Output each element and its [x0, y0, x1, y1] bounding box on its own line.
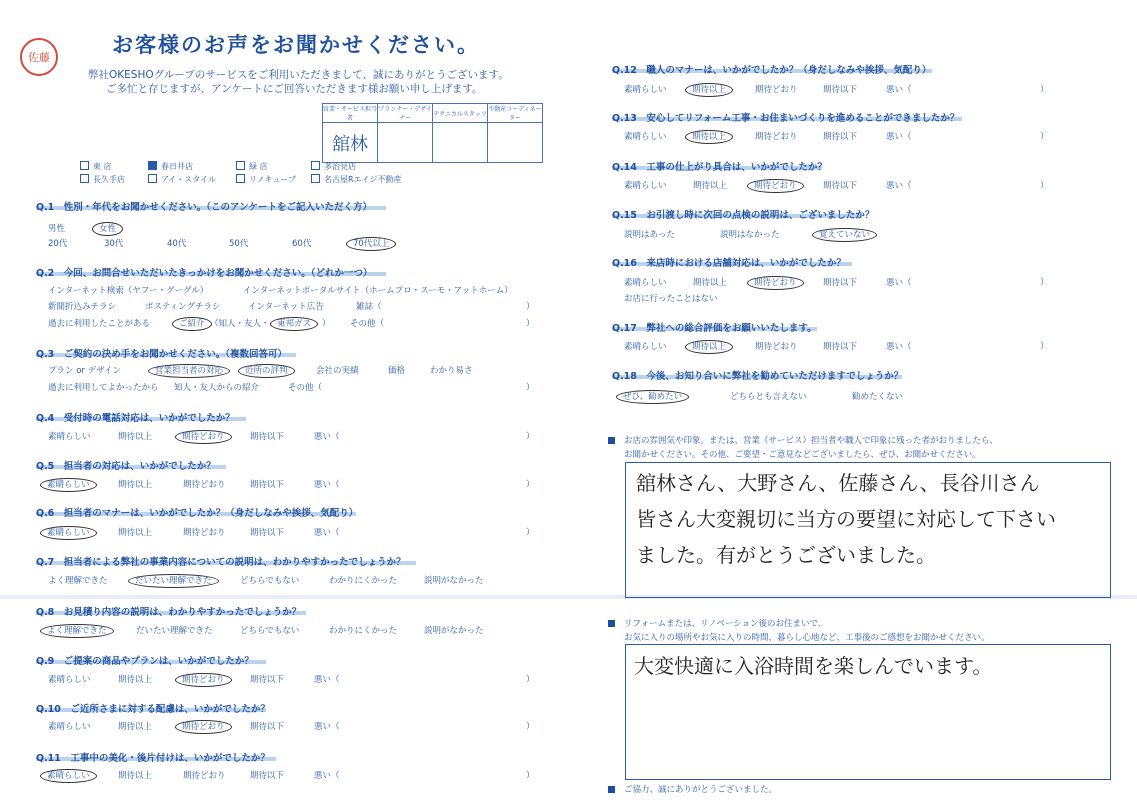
q10-option-as-expected[interactable]: 期待どおり — [183, 720, 224, 732]
q17-option-as-expected[interactable]: 期待どおり — [755, 342, 798, 352]
q10-option-above[interactable]: 期待以上 — [118, 722, 153, 732]
q2-other-close: ） — [526, 319, 535, 329]
q8-option-neutral[interactable]: どちらでもない — [240, 626, 300, 636]
q1-option-female[interactable]: 女性 — [100, 222, 115, 234]
q9-question: Q.9 ご提案の商品やプランは、いかがでしたか？ — [36, 656, 254, 667]
q17-question: Q.17 弊社への総合評価をお願いいたします。 — [612, 323, 817, 334]
q11-option-as-expected[interactable]: 期待どおり — [183, 771, 226, 781]
q8-option-no-explanation[interactable]: 説明がなかった — [424, 626, 484, 636]
q11-option-above[interactable]: 期待以上 — [118, 771, 153, 781]
q1-option-30s[interactable]: 30代 — [104, 239, 124, 249]
store-checkbox-tajimi[interactable]: 多治見店 — [311, 161, 356, 172]
store-checkbox-kasugai[interactable]: 春日井店 — [148, 161, 193, 172]
q3-option-referral[interactable]: 知人・友人からの紹介 — [174, 383, 260, 393]
sales-staff-name[interactable]: 舘林 — [323, 123, 378, 163]
footer-bullet-icon — [608, 786, 615, 793]
staff-col-planner: プランナー・デザイナー — [378, 104, 433, 123]
q8-question: Q.8 お見積り内容の説明は、わかりやすかったでしょうか？ — [36, 607, 302, 618]
staff-col-technical: テクニカルスタッフ — [433, 104, 488, 123]
store-checkbox-higashi[interactable]: 東 店 — [80, 161, 112, 172]
q4-option-above[interactable]: 期待以上 — [118, 432, 153, 442]
q12-option-below[interactable]: 期待以下 — [823, 85, 858, 95]
q13-option-as-expected[interactable]: 期待どおり — [755, 132, 798, 142]
comment1-handwriting-line-1: 舘林さん、大野さん、佐藤さん、長谷川さん — [636, 471, 1040, 495]
q5-bad-close: ） — [526, 480, 535, 490]
q4-option-below[interactable]: 期待以下 — [250, 432, 285, 442]
q9-bad-close: ） — [526, 675, 535, 685]
personal-seal-stamp: 佐藤 — [20, 38, 58, 76]
planner-staff-cell[interactable] — [378, 123, 433, 163]
q8-option-mostly-understood[interactable]: だいたい理解できた — [136, 626, 213, 636]
q3-option-other[interactable]: その他（ — [288, 383, 323, 393]
intro-text-line-1: 弊社OKESHOグループのサービスをご利用いただきまして、誠にありがとうございます。 — [88, 69, 509, 81]
realestate-staff-cell[interactable] — [488, 123, 543, 163]
q16-option-as-expected[interactable]: 期待どおり — [755, 276, 796, 288]
q2-option-other[interactable]: その他（ — [350, 319, 385, 329]
q2-option-newspaper-flyer[interactable]: 新聞折込みチラシ — [48, 302, 117, 312]
q16-option-below[interactable]: 期待以下 — [823, 278, 858, 288]
q6-question: Q.6 担当者のマナーは、いかがでしたか？（身だしなみや挨拶、気配り） — [36, 508, 359, 519]
q10-question: Q.10 ご近所さまに対する配慮は、いかがでしたか？ — [36, 704, 270, 715]
q13-option-below[interactable]: 期待以下 — [823, 132, 858, 142]
q14-option-bad[interactable]: 悪い（ — [886, 181, 912, 191]
q1-option-50s[interactable]: 50代 — [229, 239, 249, 249]
q3-option-track-record[interactable]: 会社の実績 — [316, 366, 359, 376]
q13-option-bad[interactable]: 悪い（ — [886, 132, 912, 142]
q3-option-clarity[interactable]: わかり易さ — [430, 366, 473, 376]
q9-option-above[interactable]: 期待以上 — [118, 675, 153, 685]
q2-magazine-close: ） — [526, 302, 535, 312]
q6-option-excellent[interactable]: 素晴らしい — [48, 526, 89, 538]
q2-referral-toho-gas[interactable]: 東邦ガス — [278, 317, 310, 329]
q12-question: Q.12 職人のマナーは、いかがでしたか？（身だしなみや挨拶、気配り） — [612, 65, 932, 76]
q15-option-explained[interactable]: 説明はあった — [624, 230, 675, 240]
q11-option-below[interactable]: 期待以下 — [250, 771, 285, 781]
q9-option-as-expected[interactable]: 期待どおり — [183, 673, 224, 685]
comment2-bullet-icon — [608, 620, 615, 627]
q10-option-bad[interactable]: 悪い（ — [314, 722, 340, 732]
q14-bad-close: ） — [1040, 181, 1049, 191]
q7-option-mostly-understood[interactable]: だいたい理解できた — [136, 574, 211, 586]
comment2-handwriting-line-1: 大変快適に入浴時間を楽しんでいます。 — [634, 654, 993, 678]
q16-option-above[interactable]: 期待以上 — [693, 278, 728, 288]
q2-option-internet-ad[interactable]: インターネット広告 — [248, 302, 324, 312]
q12-bad-close: ） — [1040, 85, 1049, 95]
q1-option-60s[interactable]: 60代 — [292, 239, 312, 249]
comment2-prompt-line-1: リフォームまたは、リノベーション後のお住まいで、 — [624, 619, 827, 629]
q14-option-excellent[interactable]: 素晴らしい — [624, 181, 667, 191]
q18-option-no[interactable]: 勧めたくない — [852, 392, 904, 402]
q16-question: Q.16 来店時における店舗対応は、いかがでしたか？ — [612, 258, 846, 269]
q16-option-excellent[interactable]: 素晴らしい — [624, 278, 667, 288]
q17-option-above[interactable]: 期待以上 — [693, 340, 725, 352]
q5-option-below[interactable]: 期待以下 — [250, 480, 285, 490]
comment1-prompt-line-2: お聞かせください。その他、ご要望・ご意見などございましたら、ぜひ、お聞かせください。 — [624, 450, 981, 460]
q8-option-understood-well[interactable]: よく理解できた — [48, 624, 106, 636]
q17-option-bad[interactable]: 悪い（ — [886, 342, 912, 352]
q6-option-bad[interactable]: 悪い（ — [314, 528, 340, 538]
q2-option-magazine[interactable]: 雑誌（ — [356, 302, 382, 312]
q16-bad-close: ） — [1040, 278, 1049, 288]
staff-col-realestate: 不動産コーディネーター — [488, 104, 543, 123]
comment1-handwriting-line-3: ました。有がとうございました。 — [636, 543, 936, 567]
comment1-handwriting-line-2: 皆さん大変親切に当方の要望に対応して下さい — [636, 507, 1056, 531]
q1-option-male[interactable]: 男性 — [48, 224, 66, 234]
q16-option-bad[interactable]: 悪い（ — [886, 278, 912, 288]
page-title: お客様のお声をお聞かせください。 — [112, 33, 480, 57]
q10-option-excellent[interactable]: 素晴らしい — [48, 722, 91, 732]
q17-option-excellent[interactable]: 素晴らしい — [624, 342, 667, 352]
q7-option-hard[interactable]: わかりにくかった — [329, 576, 398, 586]
q6-option-as-expected[interactable]: 期待どおり — [183, 528, 226, 538]
intro-text-line-2: ご多忙と存じますが、アンケートにご回答いただきます様お願い申し上げます。 — [106, 83, 483, 95]
q5-option-as-expected[interactable]: 期待どおり — [183, 480, 226, 490]
q1-option-20s[interactable]: 20代 — [48, 239, 68, 249]
q17-bad-close: ） — [1040, 342, 1049, 352]
q5-option-excellent[interactable]: 素晴らしい — [48, 478, 89, 490]
q15-option-not-explained[interactable]: 説明はなかった — [720, 230, 780, 240]
q7-option-neutral[interactable]: どちらでもない — [240, 576, 300, 586]
q2-option-portal-site[interactable]: インターネットポータルサイト（ホームプロ・スーモ・アットホーム） — [243, 286, 513, 296]
q5-question: Q.5 担当者の対応は、いかがでしたか？ — [36, 461, 216, 472]
q13-bad-close: ） — [1040, 132, 1049, 142]
q1-option-40s[interactable]: 40代 — [167, 239, 187, 249]
store-checkbox-renocube[interactable]: リノキューブ — [236, 174, 296, 185]
staff-table — [322, 103, 543, 163]
staff-col-sales: 営業・サービス担当者 — [323, 104, 378, 123]
q18-option-definitely[interactable]: ぜひ、勧めたい — [624, 390, 681, 402]
q3-option-used-before[interactable]: 過去に利用してよかったから — [48, 383, 159, 393]
q13-option-above[interactable]: 期待以上 — [693, 130, 725, 142]
q14-option-above[interactable]: 期待以上 — [693, 181, 728, 191]
q11-question: Q.11 工事中の美化・後片付けは、いかがでしたか？ — [36, 753, 270, 764]
technical-staff-cell[interactable] — [433, 123, 488, 163]
q6-bad-close: ） — [526, 528, 535, 538]
q12-option-bad[interactable]: 悪い（ — [886, 85, 912, 95]
store-checkbox-midori[interactable]: 緑 店 — [236, 161, 268, 172]
q4-question: Q.4 受付時の電話対応は、いかがでしたか？ — [36, 413, 235, 424]
q3-question: Q.3 ご契約の決め手をお聞かせください。（複数回答可） — [36, 349, 288, 360]
q3-option-reputation[interactable]: 近所の評判 — [246, 364, 287, 376]
q7-option-no-explanation[interactable]: 説明がなかった — [424, 576, 484, 586]
q3-option-price[interactable]: 価格 — [388, 366, 406, 376]
q3-other-close: ） — [526, 383, 535, 393]
store-checkbox-nagoya-rage[interactable]: 名古屋Rエイジ不動産 — [311, 174, 402, 185]
q1-option-70s-plus[interactable]: 70代以上 — [354, 237, 388, 249]
q3-option-plan-design[interactable]: プラン or デザイン — [48, 366, 122, 376]
q11-bad-close: ） — [526, 771, 535, 781]
comment2-prompt-line-2: お気に入りの場所やお気に入りの時間、暮らし心地など、工事後のご感想をお聞かせください。 — [624, 633, 990, 643]
q12-option-as-expected[interactable]: 期待どおり — [755, 85, 798, 95]
q5-option-bad[interactable]: 悪い（ — [314, 480, 340, 490]
q4-option-bad[interactable]: 悪い（ — [314, 432, 340, 442]
q16-option-never-visited[interactable]: お店に行ったことはない — [624, 294, 718, 304]
q4-bad-close: ） — [526, 432, 535, 442]
q6-option-above[interactable]: 期待以上 — [118, 528, 153, 538]
q2-question: Q.2 今回、お問合せいただいたきっかけをお聞かせください。（どれか一つ） — [36, 268, 373, 279]
q13-option-excellent[interactable]: 素晴らしい — [624, 132, 667, 142]
q14-option-below[interactable]: 期待以下 — [823, 181, 858, 191]
q5-option-above[interactable]: 期待以上 — [118, 480, 153, 490]
q6-option-below[interactable]: 期待以下 — [250, 528, 285, 538]
q2-option-referral[interactable]: ご紹介 — [180, 317, 204, 329]
q11-option-excellent[interactable]: 素晴らしい — [48, 769, 89, 781]
q2-option-used-before[interactable]: 過去に利用したことがある — [48, 319, 151, 329]
q4-option-excellent[interactable]: 素晴らしい — [48, 432, 91, 442]
q2-option-internet-search[interactable]: インターネット検索（ヤフー・グーグル） — [48, 286, 209, 296]
q12-option-above[interactable]: 期待以上 — [693, 83, 725, 95]
q14-question: Q.14 工事の仕上がり具合は、いかがでしたか？ — [612, 162, 827, 173]
q18-option-neutral[interactable]: どちらとも言えない — [730, 392, 807, 402]
q7-option-understood-well[interactable]: よく理解できた — [48, 576, 108, 586]
q3-option-sales-staff[interactable]: 営業担当者の対応 — [156, 364, 222, 376]
comment1-bullet-icon — [608, 437, 615, 444]
q7-question: Q.7 担当者による弊社の事業内容についての説明は、わかりやすかったでしょうか？ — [36, 557, 406, 568]
q17-option-below[interactable]: 期待以下 — [823, 342, 858, 352]
q8-option-hard[interactable]: わかりにくかった — [329, 626, 398, 636]
footer-thanks: ご協力、誠にありがとうございました。 — [624, 785, 778, 795]
store-checkbox-istyle[interactable]: アイ・スタイル — [148, 174, 216, 185]
q11-option-bad[interactable]: 悪い（ — [314, 771, 340, 781]
q15-question: Q.15 お引渡し時に次回の点検の説明は、ございましたか？ — [612, 210, 875, 221]
q13-question: Q.13 安心してリフォーム工事・お住まいづくりを進めることができましたか？ — [612, 113, 960, 124]
store-checkbox-nagakute[interactable]: 長久手店 — [80, 174, 125, 185]
q10-bad-close: ） — [526, 722, 535, 732]
q2-option-posting-flyer[interactable]: ポスティングチラシ — [145, 302, 221, 312]
q9-option-bad[interactable]: 悪い（ — [314, 675, 340, 685]
q9-option-below[interactable]: 期待以下 — [250, 675, 285, 685]
q15-option-dont-remember[interactable]: 覚えていない — [820, 228, 869, 240]
q9-option-excellent[interactable]: 素晴らしい — [48, 675, 91, 685]
q4-option-as-expected[interactable]: 期待どおり — [183, 430, 224, 442]
q1-question: Q.1 性別・年代をお聞かせください。（このアンケートをご記入いただく方） — [36, 202, 372, 213]
q14-option-as-expected[interactable]: 期待どおり — [755, 179, 796, 191]
q18-question: Q.18 今後、お知り合いに弊社を勧めていただけますでしょうか？ — [612, 371, 904, 382]
q10-option-below[interactable]: 期待以下 — [250, 722, 285, 732]
q2-referral-close: ） — [322, 319, 331, 329]
q2-referral-detail: （知人・友人・ — [210, 319, 270, 329]
q12-option-excellent[interactable]: 素晴らしい — [624, 85, 667, 95]
comment1-prompt-line-1: お店の雰囲気や印象。または、営業（サービス）担当者や職人で印象に残った者がおりましたら、 — [624, 436, 999, 446]
